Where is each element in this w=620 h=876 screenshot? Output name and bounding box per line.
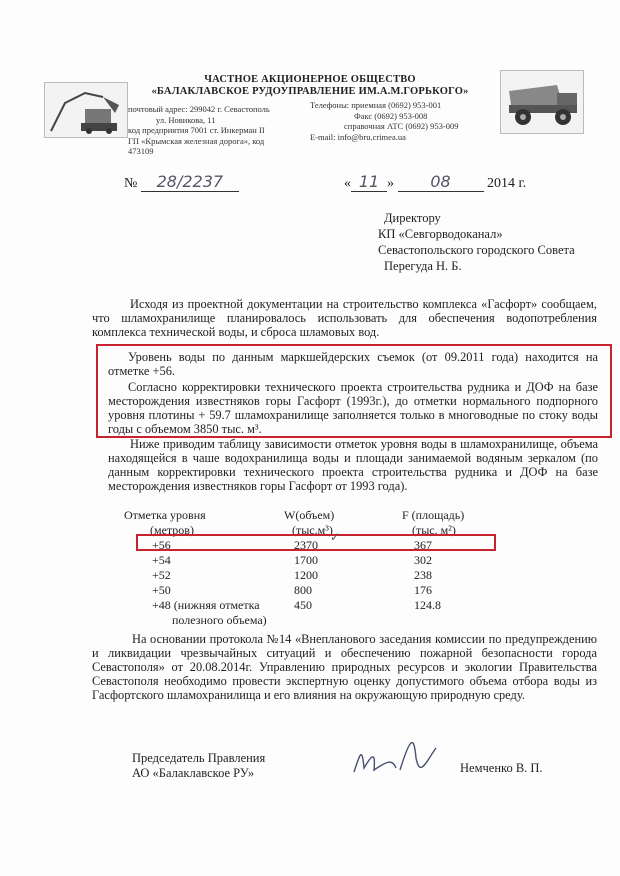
checkmark-icon: ✓ bbox=[330, 530, 341, 544]
organization-name bbox=[150, 74, 470, 98]
addr-line: код предприятия 7001 ст. Инкерман II bbox=[128, 125, 265, 135]
signatory-name: Немченко В. П. bbox=[460, 761, 543, 775]
cell-level: +54 bbox=[152, 553, 171, 567]
table-row bbox=[124, 598, 502, 613]
number-sign: № bbox=[124, 176, 138, 191]
cell-area: 302 bbox=[414, 553, 432, 567]
addressee bbox=[378, 210, 575, 274]
excavator-logo bbox=[44, 82, 128, 138]
date-year: 2014 г. bbox=[487, 176, 527, 191]
postal-address bbox=[128, 104, 298, 157]
phone-line: Телефоны: приемная (0692) 953-001 bbox=[310, 100, 442, 110]
paragraph-water-level: Уровень воды по данным маркшейдерских съемок (от 09.2011 года) находится на отметке +56. bbox=[108, 350, 598, 378]
signatory-title bbox=[132, 751, 265, 781]
header-area: F (площадь) bbox=[402, 508, 465, 522]
phone-line: Факс (0692) 953-008 bbox=[354, 110, 428, 121]
water-level-table bbox=[124, 508, 502, 628]
paragraph-correction: Согласно корректировки технического проекта строительства рудника и ДОФ на базе месторождения известняков горы Гасфорт (1993г.), до отметки нормального подпорного уровня плотины + 59.7 шламохранилище заполняется только в многоводные по стоку воды годы с объемом 3850 тыс. м³. bbox=[108, 380, 598, 436]
cell-level: +50 bbox=[152, 583, 171, 597]
table-row bbox=[124, 568, 502, 583]
cell-area: 176 bbox=[414, 583, 432, 597]
cell-volume: 2370 bbox=[294, 538, 318, 552]
date-day: 11 bbox=[351, 172, 387, 192]
date-month: 08 bbox=[398, 172, 484, 192]
cell-level: +48 (нижняя отметка bbox=[152, 598, 260, 612]
org-line1: ЧАСТНОЕ АКЦИОНЕРНОЕ ОБЩЕСТВО bbox=[204, 74, 416, 85]
org-line2: «БАЛАКЛАВСКОЕ РУДОУПРАВЛЕНИЕ ИМ.А.М.ГОРЬКОГО» bbox=[151, 86, 469, 97]
truck-logo bbox=[500, 70, 584, 134]
cell-volume: 1700 bbox=[294, 553, 318, 567]
table-row bbox=[124, 553, 502, 568]
cell-level: +56 bbox=[152, 538, 171, 552]
email-line: E-mail: info@bru.crimea.ua bbox=[310, 131, 406, 142]
paragraph-conclusion: На основании протокола №14 «Внепланового заседания комиссии по предупреждению и ликвидации чрезвычайных ситуаций и обеспечению пожарной безопасности города Севастополя» от 20.08.2014г. Управлению природных ресурсов и экологии Правительства Севастополя необходимо провести экспертную оценку допустимого объема отбора воды из Гасфортского шламохранилища и его влияния на окружающую природную среду. bbox=[92, 632, 597, 702]
number-value: 28/2237 bbox=[141, 172, 239, 192]
paragraph-table-intro: Ниже приводим таблицу зависимости отметок уровня воды в шламохранилище, объема находящейся в чаше водохранилища воды и площади занимаемой водяным зеркалом (по данным корректировки технического проекта строительства рудника и ДОФ на базе месторождения известняков горы Гасфорт от 1993 года). bbox=[108, 437, 598, 493]
addressee-line: Перегуда Н. Б. bbox=[384, 259, 462, 273]
paragraph-intro: Исходя из проектной документации на строительство комплекса «Гасфорт» сообщаем, что шламохранилище планировалось использовать для обеспечения водопотребления комплекса технической воды, и сброса шламовых вод. bbox=[92, 297, 597, 339]
cell-level: +52 bbox=[152, 568, 171, 582]
header-area-unit: (тыс. м²) bbox=[412, 523, 456, 537]
signatory-position: Председатель Правления bbox=[132, 751, 266, 765]
addressee-line: Севастопольского городского Совета bbox=[378, 243, 575, 257]
cell-area: 367 bbox=[414, 538, 432, 552]
cell-volume: 1200 bbox=[294, 568, 318, 582]
highlight-row-box bbox=[136, 534, 496, 551]
signature-scribble bbox=[340, 728, 460, 788]
table-row bbox=[124, 583, 502, 598]
addr-line: почтовый адрес: 299042 г. Севастополь bbox=[128, 104, 270, 114]
addr-line: 473109 bbox=[128, 146, 154, 156]
addressee-line: КП «Севгорводоканал» bbox=[378, 227, 503, 241]
header-level-unit: (метров) bbox=[150, 523, 194, 537]
cell-volume: 450 bbox=[294, 598, 312, 612]
addr-line: ГП «Крымская железная дорога», код bbox=[128, 135, 265, 146]
signatory-company: АО «Балаклавское РУ» bbox=[132, 766, 255, 780]
letter-date: « 11 » 08 2014 г. bbox=[344, 172, 527, 191]
phone-block bbox=[310, 100, 510, 142]
cell-area: 238 bbox=[414, 568, 432, 582]
cell-volume: 800 bbox=[294, 583, 312, 597]
cell-area: 124.8 bbox=[414, 598, 441, 612]
addr-line: ул. Новикова, 11 bbox=[156, 114, 216, 125]
addressee-line: Директору bbox=[384, 211, 441, 225]
phone-line: справочная АТС (0692) 953-009 bbox=[344, 121, 459, 131]
header-volume: W(объем) bbox=[284, 508, 335, 522]
letter-number bbox=[124, 172, 239, 192]
header-volume-unit: (тыс.м³) bbox=[292, 523, 333, 537]
header-level: Отметка уровня bbox=[124, 508, 206, 522]
cell-level-note: полезного объема) bbox=[172, 613, 267, 627]
